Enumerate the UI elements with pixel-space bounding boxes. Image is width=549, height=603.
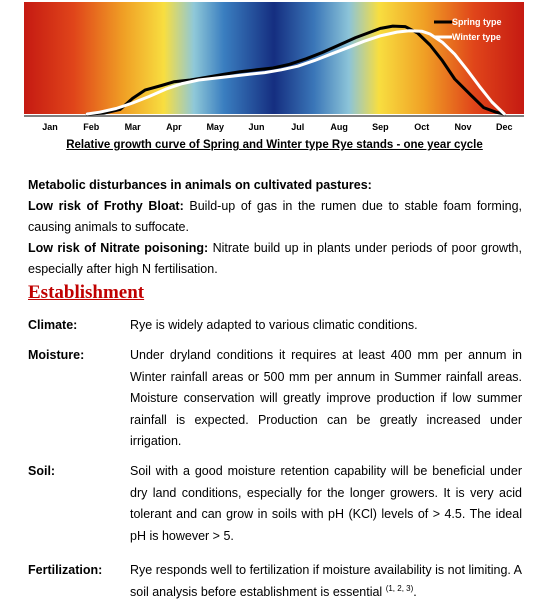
fertilization-text: Rye responds well to fertilization if moisture availability is not limiting. A soil analysis before establishment is essential <box>130 563 522 599</box>
month-label-nov: Nov <box>454 122 472 132</box>
fertilization-label: Fertilization: <box>28 563 103 577</box>
establishment-heading: Establishment <box>28 282 145 303</box>
month-label-feb: Feb <box>83 122 100 132</box>
month-label-jun: Jun <box>248 122 265 132</box>
nitrate-paragraph <box>28 238 522 280</box>
month-label-jul: Jul <box>291 122 305 132</box>
frothy-bloat-paragraph <box>28 196 522 238</box>
growth-chart <box>24 0 524 132</box>
chart-caption: Relative growth curve of Spring and Winter type Rye stands - one year cycle <box>66 139 483 151</box>
frothy-bloat-label: Low risk of Frothy Bloat: <box>28 199 184 213</box>
legend-label-winter-type: Winter type <box>452 32 501 42</box>
growth-chart-svg <box>24 0 524 132</box>
month-label-aug: Aug <box>330 122 348 132</box>
climate-label: Climate: <box>28 318 78 332</box>
nitrate-label: Low risk of Nitrate poisoning: <box>28 241 209 255</box>
month-label-may: May <box>206 122 224 132</box>
metabolic-heading: Metabolic disturbances in animals on cultivated pastures: <box>28 178 372 192</box>
frothy-bloat-text: Build-up of gas in the rumen due to stable foam forming, causing animals to suffocate. <box>28 199 522 234</box>
month-label-mar: Mar <box>124 122 141 132</box>
metabolic-section <box>28 175 522 280</box>
month-label-apr: Apr <box>166 122 182 132</box>
climate-text: Rye is widely adapted to various climatic conditions. <box>130 318 418 332</box>
fertilization-text-block <box>130 560 522 603</box>
moisture-label: Moisture: <box>28 348 85 362</box>
nitrate-text: Nitrate build up in plants under periods of poor growth, especially after high N fertilisation. <box>28 241 522 276</box>
month-label-sep: Sep <box>372 122 389 132</box>
chart-background <box>24 2 524 114</box>
moisture-text: Under dryland conditions it requires at least 400 mm per annum in Winter rainfall areas or 500 mm per annum in Summer rainfall areas. Moisture conservation will greatly improve production if low summer rainfall is expected. Production can be greatly increased under irrigation. <box>130 348 522 448</box>
month-label-oct: Oct <box>414 122 430 132</box>
soil-text: Soil with a good moisture retention capability will be beneficial under dry land conditions, especially for the longer growers. It is very acid tolerant and can grow in soils with pH (KCl) levels of > 4.5. The ideal pH is however > 5. <box>130 464 522 543</box>
legend-label-spring-type: Spring type <box>452 17 502 27</box>
fertilization-end: . <box>413 584 417 599</box>
soil-label: Soil: <box>28 464 56 478</box>
month-label-jan: Jan <box>42 122 58 132</box>
month-label-dec: Dec <box>496 122 513 132</box>
fertilization-reference: (1, 2, 3) <box>385 583 414 593</box>
